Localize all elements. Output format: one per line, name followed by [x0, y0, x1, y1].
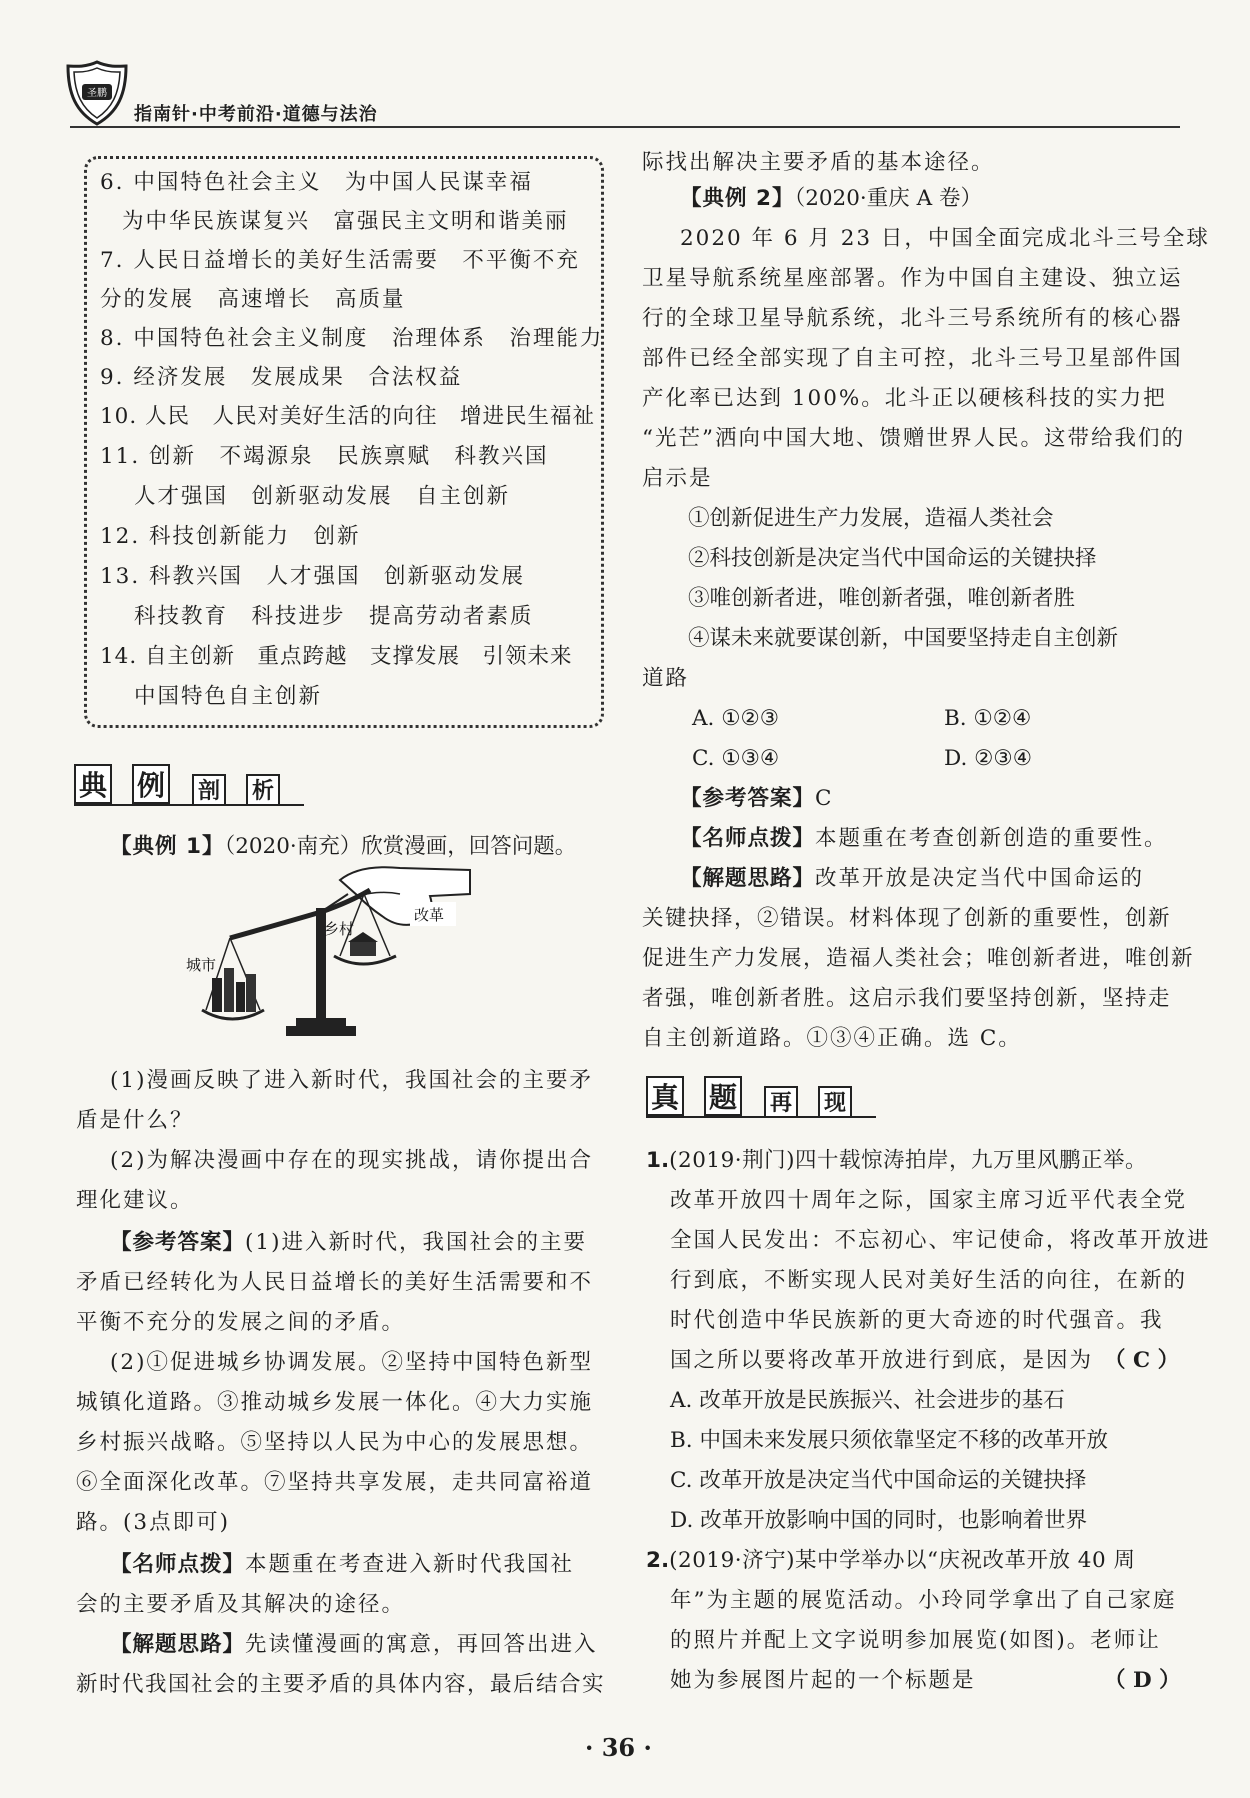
running-head: 指南针·中考前沿·道德与法治	[134, 104, 378, 125]
example1-question2: (2)为解决漫画中存在的现实挑战，请你提出合	[110, 1148, 593, 1173]
answer-line: 中国特色自主创新	[134, 684, 323, 709]
answer-line: 分的发展 高速增长 高质量	[100, 287, 406, 312]
answer-line: 7. 人民日益增长的美好生活需要 不平衡不充	[100, 248, 580, 273]
example2-item: ②科技创新是决定当代中国命运的关键抉择	[688, 546, 1097, 571]
cartoon-label-city: 城市	[186, 956, 217, 974]
answer-line: 13. 科教兴国 人才强国 创新驱动发展	[100, 564, 526, 589]
banner-char: 例	[132, 764, 170, 804]
balance-scale-cartoon	[186, 860, 480, 1050]
example2-stem: 行的全球卫星导航系统，北斗三号系统所有的核心器	[642, 306, 1183, 331]
example2-tip: 【名师点拨】本题重在考查创新创造的重要性。	[680, 826, 1168, 851]
example2-stem: 2020 年 6 月 23 日，中国全面完成北斗三号全球	[680, 226, 1210, 251]
example1-tip: 【名师点拨】本题重在考查进入新时代我国社	[110, 1552, 575, 1577]
section-banner-past-exams	[646, 1076, 876, 1122]
example2-option-a: A. ①②③	[692, 706, 780, 731]
example2-stem: 卫星导航系统星座部署。作为中国自主建设、独立运	[642, 266, 1183, 291]
example1-source: （2020·南充）欣赏漫画，回答问题。	[224, 834, 577, 859]
question1-answer: （ C ）	[1104, 1348, 1180, 1373]
example1-answer: ⑥全面深化改革。⑦坚持共享发展，走共同富裕道	[76, 1470, 594, 1495]
answer-tag: 【参考答案】	[110, 1230, 246, 1255]
answer-line: 14. 自主创新 重点跨越 支撑发展 引领未来	[100, 644, 573, 669]
example2-option-b: B. ①②④	[944, 706, 1032, 731]
example1-answer: (2)①促进城乡协调发展。②坚持中国特色新型	[110, 1350, 593, 1375]
question1-option-c: C. 改革开放是决定当代中国命运的关键抉择	[670, 1468, 1087, 1493]
idea-tag: 【解题思路】	[110, 1632, 246, 1657]
answer-line: 为中华民族谋复兴 富强民主文明和谐美丽	[122, 209, 569, 234]
banner-char: 析	[246, 774, 280, 806]
example2-idea: 自主创新道路。①③④正确。选 C。	[642, 1026, 1022, 1051]
banner-char: 真	[646, 1076, 684, 1116]
svg-text:圣鹏: 圣鹏	[87, 88, 107, 99]
example2-item: ④谋未来就要谋创新，中国要坚持走自主创新	[688, 626, 1119, 651]
example1-answer: 乡村振兴战略。⑤坚持以人民为中心的发展思想。	[76, 1430, 594, 1455]
question1-option-b: B. 中国未来发展只须依靠坚定不移的改革开放	[670, 1428, 1108, 1453]
example2-idea: 者强，唯创新者胜。这启示我们要坚持创新，坚持走	[642, 986, 1172, 1011]
example2-item: ③唯创新者进，唯创新者强，唯创新者胜	[688, 586, 1076, 611]
example1-question1: 盾是什么？	[76, 1108, 194, 1133]
example2-idea: 【解题思路】改革开放是决定当代中国命运的	[680, 866, 1145, 891]
example1-idea: 际找出解决主要矛盾的基本途径。	[642, 150, 995, 175]
shield-logo-icon	[62, 58, 132, 128]
answer-line: 人才强国 创新驱动发展 自主创新	[134, 484, 511, 509]
question1-line: 全国人民发出：不忘初心、牢记使命，将改革开放进	[670, 1228, 1211, 1253]
banner-char: 剖	[192, 774, 226, 806]
answer-line: 9. 经济发展 发展成果 合法权益	[100, 365, 463, 390]
answer-line: 10. 人民 人民对美好生活的向往 增进民生福祉	[100, 404, 596, 429]
cartoon-label-reform: 改革	[414, 906, 445, 924]
example2-option-d: D. ②③④	[944, 746, 1032, 771]
example1-idea: 新时代我国社会的主要矛盾的具体内容，最后结合实	[76, 1672, 606, 1697]
question2: 2.(2019·济宁)某中学举办以“庆祝改革开放 40 周	[646, 1548, 1136, 1573]
answer-line: 12. 科技创新能力 创新	[100, 524, 361, 549]
example2-stem: 启示是	[642, 466, 713, 491]
question1-option-d: D. 改革开放影响中国的同时，也影响着世界	[670, 1508, 1088, 1533]
answer-line: 6. 中国特色社会主义 为中国人民谋幸福	[100, 170, 533, 195]
example2-item: 道路	[642, 666, 690, 691]
cartoon-label-rural: 乡村	[324, 920, 355, 938]
answer-tag: 【参考答案】	[680, 786, 816, 811]
example1-tip: 会的主要矛盾及其解决的途径。	[76, 1592, 406, 1617]
example1-idea: 【解题思路】先读懂漫画的寓意，再回答出进入	[110, 1632, 598, 1657]
example2-stem: 产化率已达到 100%。北斗正以硬核科技的实力把	[642, 386, 1167, 411]
answer-line: 11. 创新 不竭源泉 民族禀赋 科教兴国	[100, 444, 549, 469]
question1-line: 行到底，不断实现人民对美好生活的向往，在新的	[670, 1268, 1188, 1293]
header-rule	[70, 126, 1180, 128]
example2-stem: “光芒”洒向中国大地、馈赠世界人民。这带给我们的	[642, 426, 1185, 451]
example2-stem: 部件已经全部实现了自主可控，北斗三号卫星部件国	[642, 346, 1183, 371]
banner-char: 现	[818, 1086, 852, 1118]
question2-answer: （ D ）	[1104, 1668, 1181, 1693]
section-banner-examples	[74, 764, 304, 810]
banner-char: 题	[704, 1076, 742, 1116]
question2-number: 2.	[646, 1548, 670, 1573]
example1-answer: 平衡不充分的发展之间的矛盾。	[76, 1310, 406, 1335]
question1-line: 改革开放四十周年之际，国家主席习近平代表全党	[670, 1188, 1188, 1213]
question1-option-a: A. 改革开放是民族振兴、社会进步的基石	[670, 1388, 1065, 1413]
example1-question1: (1)漫画反映了进入新时代，我国社会的主要矛	[110, 1068, 593, 1093]
example2-idea: 促进生产力发展，造福人类社会；唯创新者进，唯创新	[642, 946, 1195, 971]
answer-line: 8. 中国特色社会主义制度 治理体系 治理能力	[100, 326, 604, 351]
example2-option-c: C. ①③④	[692, 746, 780, 771]
example1-answer: 路。(3点即可)	[76, 1510, 230, 1535]
example1-tag: 【典例 1】	[110, 834, 225, 859]
question2-line: 她为参展图片起的一个标题是	[670, 1668, 976, 1693]
banner-char: 典	[74, 764, 112, 804]
question1-number: 1.	[646, 1148, 670, 1173]
tip-tag: 【名师点拨】	[680, 826, 816, 851]
answer-box	[84, 156, 604, 728]
answer-line: 科技教育 科技进步 提高劳动者素质	[134, 604, 534, 629]
question2-line: 的照片并配上文字说明参加展览(如图)。老师让	[670, 1628, 1161, 1653]
example1-answer: 城镇化道路。③推动城乡发展一体化。④大力实施	[76, 1390, 594, 1415]
example1-answer: 矛盾已经转化为人民日益增长的美好生活需要和不	[76, 1270, 594, 1295]
example2-idea: 关键抉择，②错误。材料体现了创新的重要性，创新	[642, 906, 1172, 931]
banner-char: 再	[764, 1086, 798, 1118]
example2-heading	[680, 188, 982, 210]
example2-answer: 【参考答案】C	[680, 786, 834, 811]
idea-tag: 【解题思路】	[680, 866, 816, 891]
example2-source: （2020·重庆 A 卷）	[794, 186, 982, 211]
tip-tag: 【名师点拨】	[110, 1552, 246, 1577]
example1-answer: 【参考答案】(1)进入新时代，我国社会的主要	[110, 1230, 587, 1255]
question1-line: 时代创造中华民族新的更大奇迹的时代强音。我	[670, 1308, 1164, 1333]
question1: 1.(2019·荆门)四十载惊涛拍岸，九万里风鹏正举。	[646, 1148, 1147, 1173]
question1-line: 国之所以要将改革开放进行到底，是因为	[670, 1348, 1094, 1373]
example1-question2: 理化建议。	[76, 1188, 194, 1213]
page-number: · 36 ·	[585, 1733, 652, 1762]
example2-item: ①创新促进生产力发展，造福人类社会	[688, 506, 1054, 531]
example1-heading	[110, 836, 576, 858]
question2-line: 年”为主题的展览活动。小玲同学拿出了自己家庭	[670, 1588, 1177, 1613]
example2-tag: 【典例 2】	[680, 186, 795, 211]
